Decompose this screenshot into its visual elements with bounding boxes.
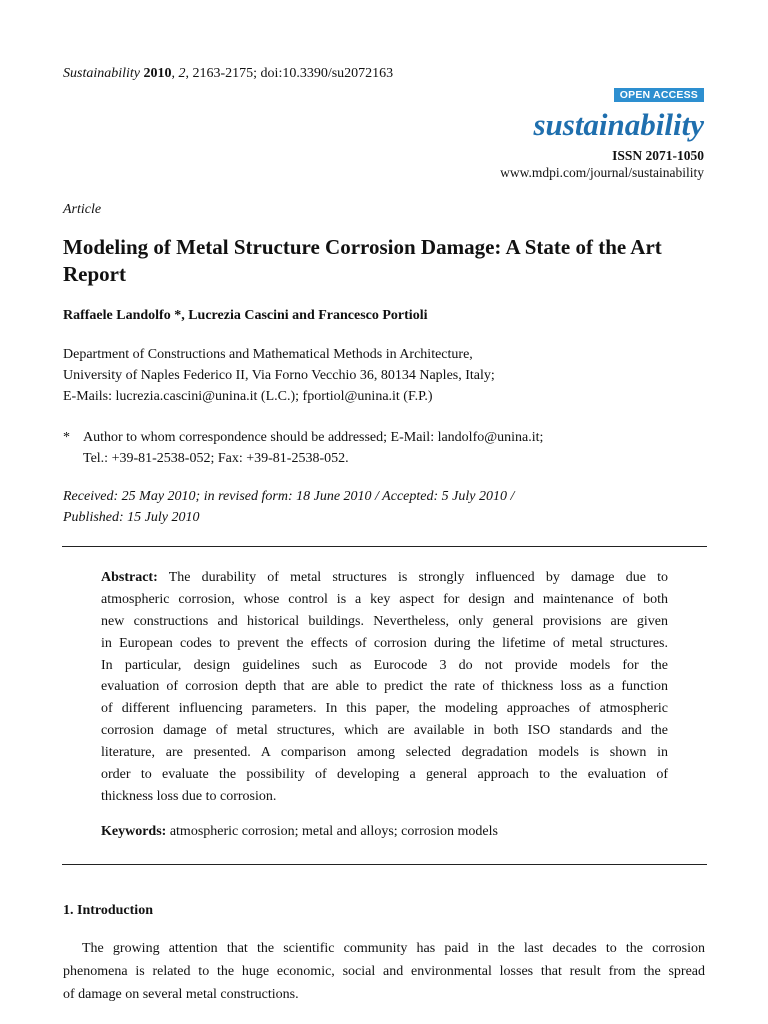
paper-title: Modeling of Metal Structure Corrosion Damage: A State of the Art Report bbox=[63, 235, 662, 286]
paragraph-line: The growing attention that the scientific community has paid in the last decades to the corrosion bbox=[82, 941, 705, 956]
abstract-line: In particular, design guidelines such as Eurocode 3 do not provide models for the bbox=[101, 657, 668, 673]
open-access-badge: OPEN ACCESS bbox=[614, 88, 704, 102]
author-list: Raffaele Landolfo *, Lucrezia Cascini and Francesco Portioli bbox=[63, 308, 428, 323]
paragraph-line: phenomena is related to the huge economic, social and environmental losses that result from the spread bbox=[63, 964, 705, 979]
correspondence-line: Tel.: +39-81-2538-052; Fax: +39-81-2538-052. bbox=[83, 451, 349, 466]
affiliation-block bbox=[63, 344, 495, 407]
abstract-block bbox=[101, 567, 668, 808]
abstract-line: Abstract: The durability of metal structures is strongly influenced by damage due to bbox=[101, 570, 668, 585]
citation-pages-doi: , 2163-2175; doi:10.3390/su2072163 bbox=[185, 66, 394, 81]
citation-journal: Sustainability bbox=[63, 66, 140, 81]
keywords-text: atmospheric corrosion; metal and alloys; corrosion models bbox=[166, 824, 498, 839]
issn-number: ISSN 2071-1050 bbox=[612, 148, 704, 163]
abstract-line: order to evaluate the possibility of developing a general approach to the evaluation of bbox=[101, 767, 668, 783]
affiliation-line: E-Mails: lucrezia.cascini@unina.it (L.C.); fportiol@unina.it (F.P.) bbox=[63, 389, 433, 404]
journal-url: www.mdpi.com/journal/sustainability bbox=[500, 165, 704, 180]
citation-year: 2010 bbox=[143, 66, 172, 81]
correspondence-line: Author to whom correspondence should be addressed; E-Mail: landolfo@unina.it; bbox=[83, 430, 544, 445]
citation-line: Sustainability 2010, 2, 2163-2175; doi:10.3390/su2072163 bbox=[63, 66, 394, 81]
publication-dates bbox=[63, 486, 514, 528]
article-type: Article bbox=[63, 202, 102, 217]
abstract-line: of different influencing parameters. In this paper, the modeling approaches of atmospheric bbox=[101, 701, 668, 717]
dates-line: Received: 25 May 2010; in revised form: 18 June 2010 / Accepted: 5 July 2010 / bbox=[63, 489, 515, 504]
abstract-bottom-rule bbox=[62, 864, 707, 865]
keywords-line bbox=[101, 823, 498, 841]
paragraph-line: of damage on several metal constructions. bbox=[63, 987, 299, 1002]
abstract-line: new constructions and historical buildings. Nevertheless, only general provisions are given bbox=[101, 613, 668, 629]
keywords-label: Keywords: bbox=[101, 824, 167, 839]
correspondence-note bbox=[63, 427, 543, 469]
abstract-label: Abstract: bbox=[101, 570, 158, 585]
introduction-paragraph bbox=[63, 937, 705, 1006]
journal-logo: sustainability bbox=[533, 107, 704, 142]
abstract-line: corrosion damage of metal structures, which are available in both ISO standards and the bbox=[101, 723, 668, 739]
abstract-line: in European codes to prevent the effects of corrosion during the lifetime of metal structures. bbox=[101, 635, 668, 651]
correspondence-star: * bbox=[63, 430, 70, 445]
abstract-top-rule bbox=[62, 546, 707, 547]
abstract-line: literature, are presented. A comparison among selected degradation models is shown in bbox=[101, 745, 668, 761]
affiliation-line: Department of Constructions and Mathematical Methods in Architecture, bbox=[63, 347, 473, 362]
dates-line: Published: 15 July 2010 bbox=[63, 510, 200, 525]
abstract-line: thickness loss due to corrosion. bbox=[101, 788, 277, 804]
section-heading-introduction: 1. Introduction bbox=[63, 903, 153, 918]
abstract-line: evaluation of corrosion depth that are able to predict the rate of thickness loss as a function bbox=[101, 679, 668, 695]
citation-volume: 2 bbox=[178, 66, 186, 81]
affiliation-line: University of Naples Federico II, Via Forno Vecchio 36, 80134 Naples, Italy; bbox=[63, 368, 495, 383]
abstract-line: atmospheric corrosion, whose control is a key aspect for design and maintenance of both bbox=[101, 591, 668, 607]
